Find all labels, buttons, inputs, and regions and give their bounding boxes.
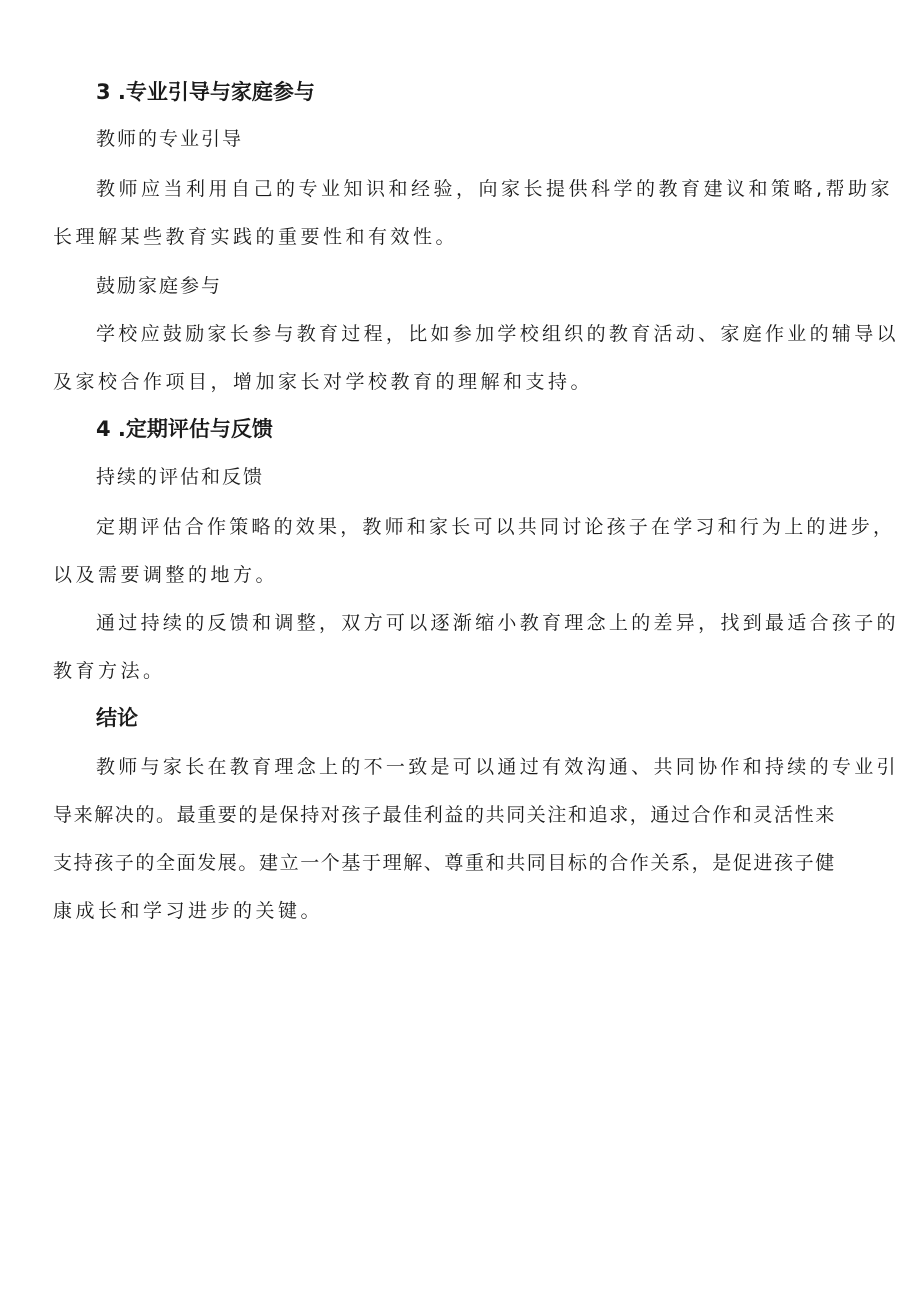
section-4-paragraph-2-line-1: 通过持续的反馈和调整，双方可以逐渐缩小教育理念上的差异，找到最适合孩子的 xyxy=(96,612,899,634)
conclusion-line-3: 支持孩子的全面发展。建立一个基于理解、尊重和共同目标的合作关系，是促进孩子健 xyxy=(53,852,836,874)
section-3-subheading-family-participation: 鼓励家庭参与 xyxy=(96,275,223,297)
section-4-paragraph-1-line-1: 定期评估合作策略的效果，教师和家长可以共同讨论孩子在学习和行为上的进步， xyxy=(96,516,896,538)
conclusion-line-1: 教师与家长在教育理念上的不一致是可以通过有效沟通、共同协作和持续的专业引 xyxy=(96,756,899,778)
section-3-paragraph-1-line-1: 教师应当利用自己的专业知识和经验，向家长提供科学的教育建议和策略,帮助家 xyxy=(96,178,894,200)
conclusion-line-2: 导来解决的。最重要的是保持对孩子最佳利益的共同关注和追求，通过合作和灵活性来 xyxy=(53,804,836,826)
section-3-paragraph-2-line-1: 学校应鼓励家长参与教育过程，比如参加学校组织的教育活动、家庭作业的辅导以 xyxy=(96,323,899,345)
section-4-paragraph-2-line-2: 教育方法。 xyxy=(53,660,166,682)
section-3-subheading-teacher-guidance: 教师的专业引导 xyxy=(96,128,244,150)
section-3-heading: 3 .专业引导与家庭参与 xyxy=(96,80,315,104)
section-4-paragraph-1-line-2: 以及需要调整的地方。 xyxy=(53,564,279,586)
section-4-subheading-continuous-feedback: 持续的评估和反馈 xyxy=(96,466,265,488)
section-3-paragraph-2-line-2: 及家校合作项目，增加家长对学校教育的理解和支持。 xyxy=(53,371,594,393)
section-4-heading: 4 .定期评估与反馈 xyxy=(96,417,273,441)
section-3-paragraph-1-line-2: 长理解某些教育实践的重要性和有效性。 xyxy=(53,226,459,248)
conclusion-heading: 结论 xyxy=(96,706,138,730)
conclusion-line-4: 康成长和学习进步的关键。 xyxy=(53,900,324,922)
